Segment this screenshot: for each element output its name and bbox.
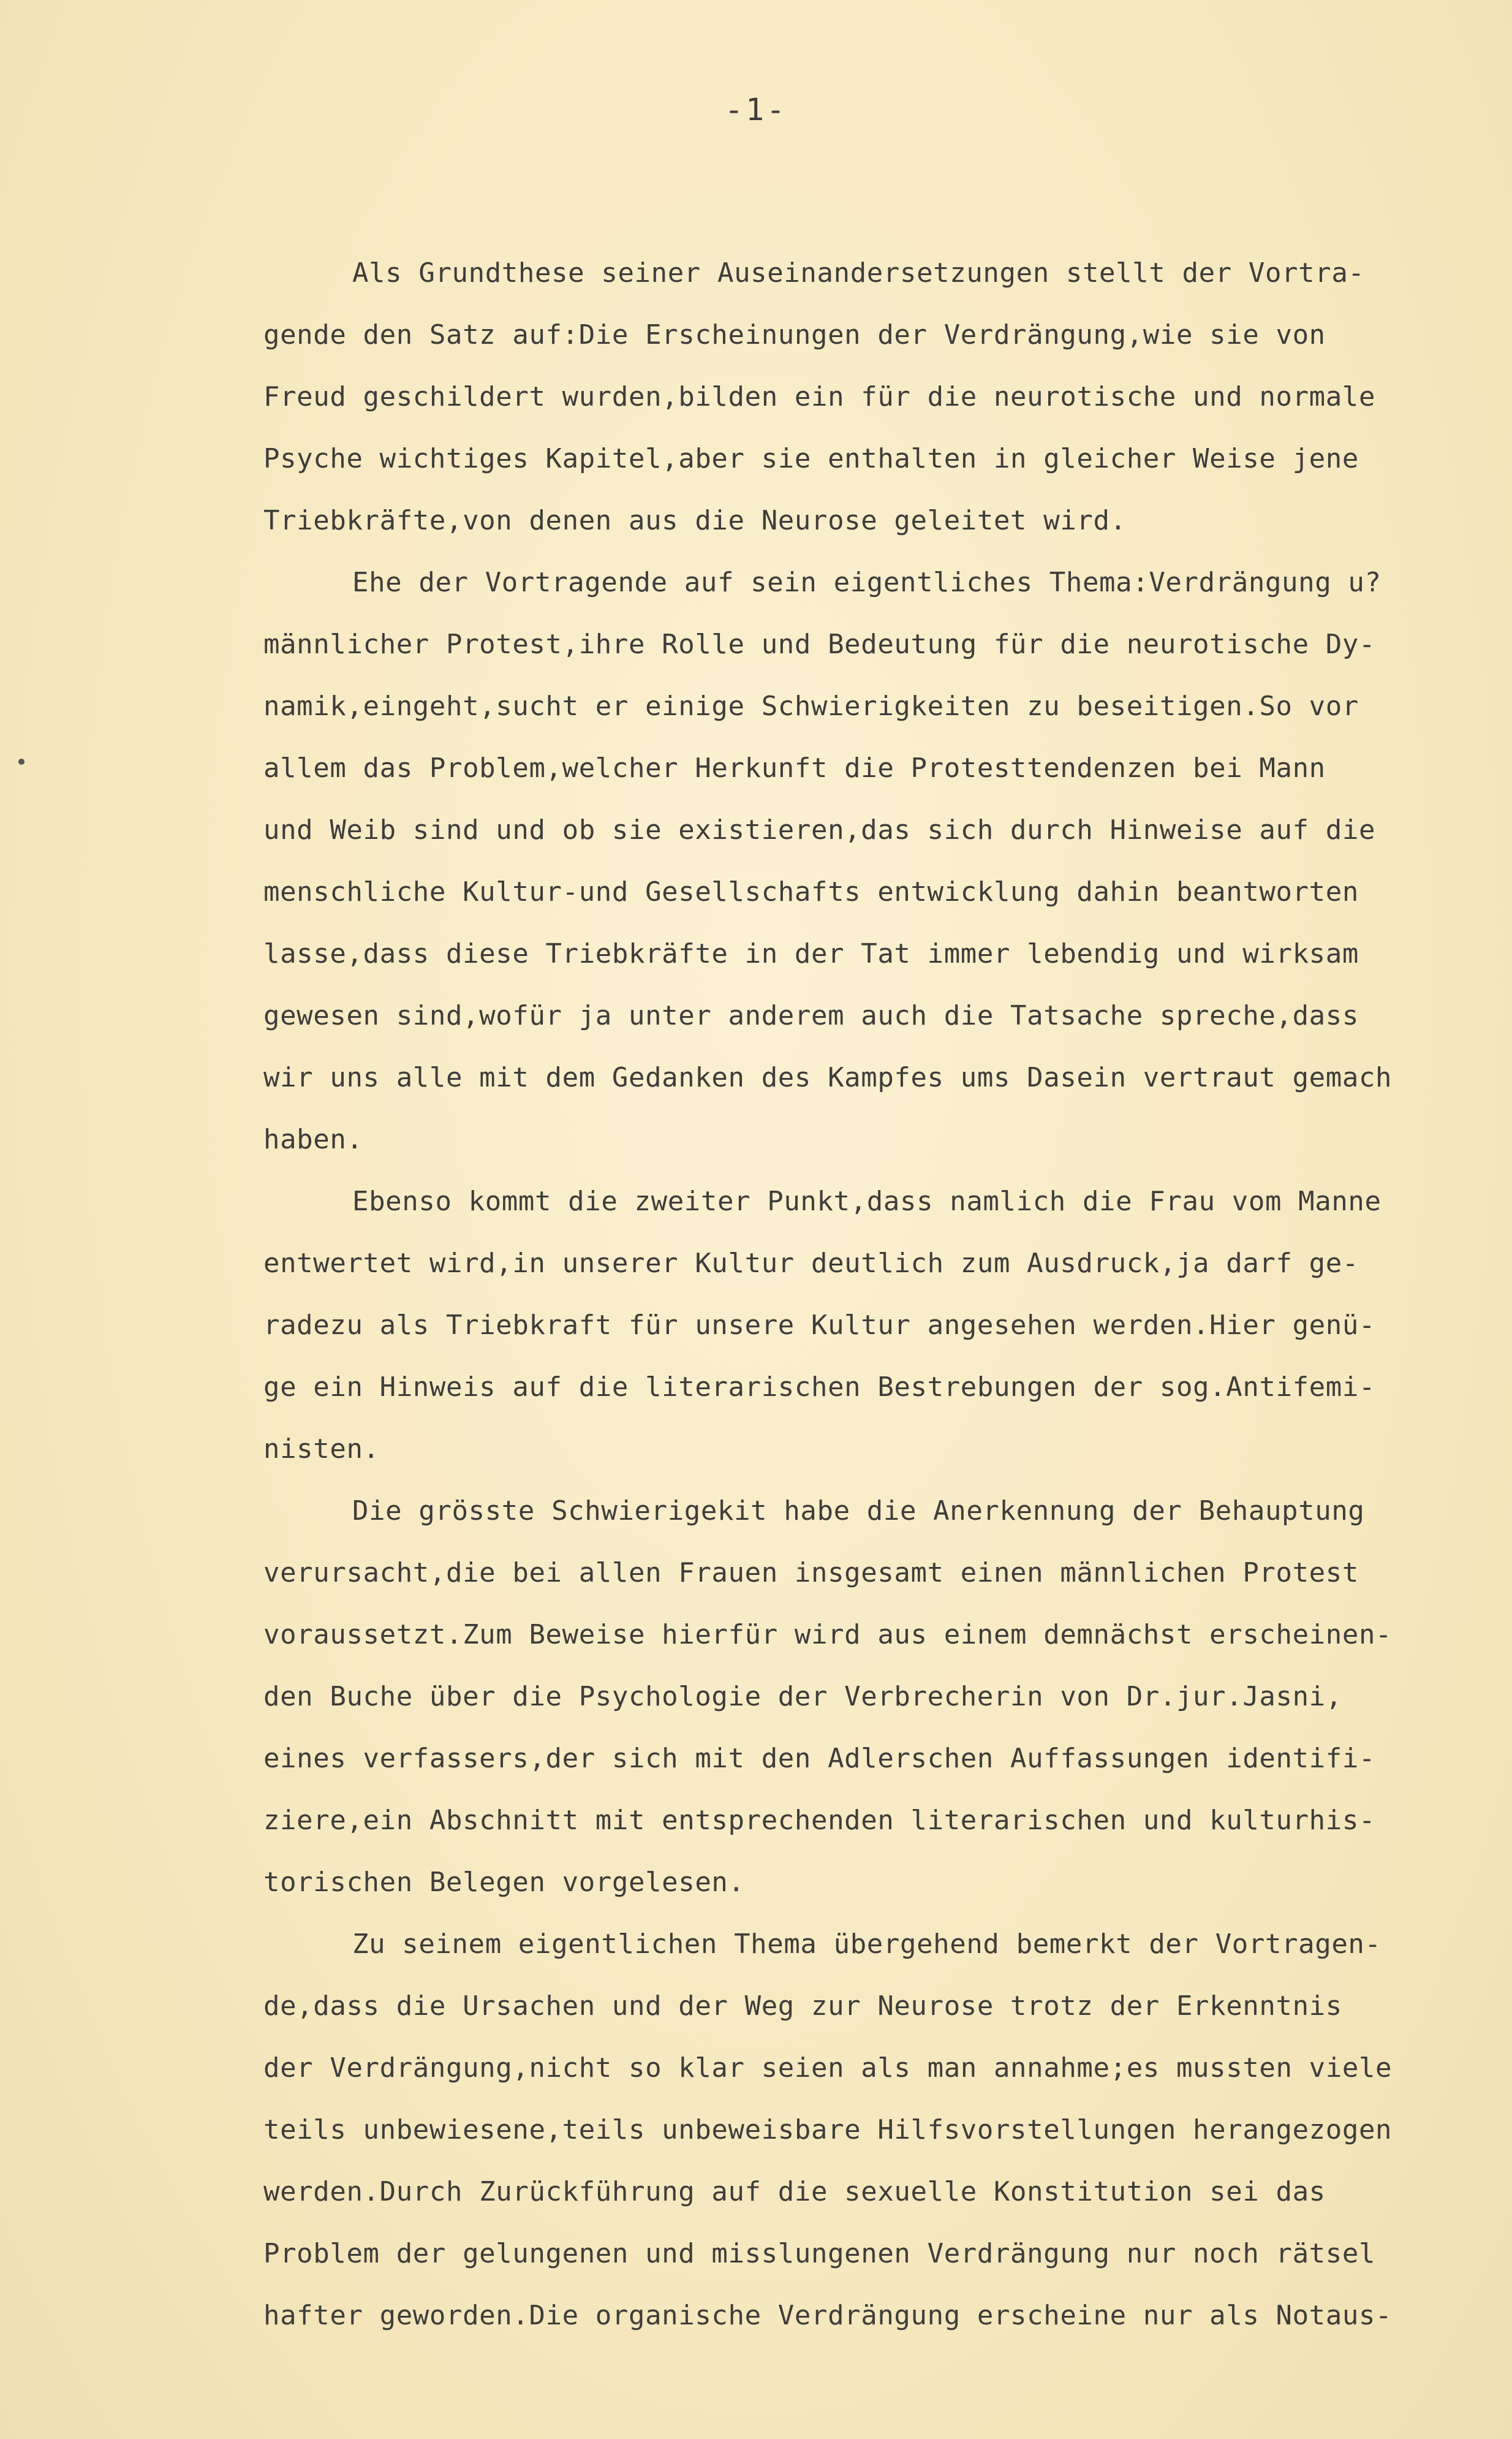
typed-text-body <box>263 242 1507 2346</box>
text-line: allem das Problem,welcher Herkunft die Protesttendenzen bei Mann <box>263 753 1326 784</box>
text-line: Ebenso kommt die zweiter Punkt,dass namlich die Frau vom Manne <box>352 1186 1382 1217</box>
text-line: werden.Durch Zurückführung auf die sexuelle Konstitution sei das <box>263 2176 1326 2207</box>
text-line: und Weib sind und ob sie existieren,das sich durch Hinweise auf die <box>263 814 1376 846</box>
text-line: Psyche wichtiges Kapitel,aber sie enthalten in gleicher Weise jene <box>263 443 1359 474</box>
text-line: Zu seinem eigentlichen Thema übergehend bemerkt der Vortragen- <box>352 1929 1382 1960</box>
text-line: Problem der gelungenen und misslungenen Verdrängung nur noch rätsel <box>263 2238 1376 2269</box>
text-line: Die grösste Schwierigekit habe die Anerkennung der Behauptung <box>352 1495 1365 1527</box>
text-line: ge ein Hinweis auf die literarischen Bestrebungen der sog.Antifemi- <box>263 1371 1376 1403</box>
page-number: -1- <box>724 92 788 127</box>
text-line: gende den Satz auf:Die Erscheinungen der Verdrängung,wie sie von <box>263 319 1326 351</box>
text-line: radezu als Triebkraft für unsere Kultur angesehen werden.Hier genü- <box>263 1310 1376 1341</box>
text-line: Als Grundthese seiner Auseinandersetzungen stellt der Vortra- <box>352 257 1365 289</box>
text-line: den Buche über die Psychologie der Verbrecherin von Dr.jur.Jasni, <box>263 1681 1342 1712</box>
text-line: eines verfassers,der sich mit den Adlerschen Auffassungen identifi- <box>263 1743 1376 1774</box>
text-line: der Verdrängung,nicht so klar seien als man annahme;es mussten viele <box>263 2052 1393 2084</box>
text-line: entwertet wird,in unserer Kultur deutlich zum Ausdruck,ja darf ge- <box>263 1248 1359 1279</box>
text-line: verursacht,die bei allen Frauen insgesamt einen männlichen Protest <box>263 1557 1359 1588</box>
text-line: de,dass die Ursachen und der Weg zur Neurose trotz der Erkenntnis <box>263 1990 1342 2022</box>
text-line: hafter geworden.Die organische Verdrängung erscheine nur als Notaus- <box>263 2300 1393 2331</box>
text-line: Freud geschildert wurden,bilden ein für die neurotische und normale <box>263 381 1376 412</box>
text-line: nisten. <box>263 1433 380 1465</box>
text-line: ziere,ein Abschnitt mit entsprechenden literarischen und kulturhis- <box>263 1805 1376 1836</box>
text-line: gewesen sind,wofür ja unter anderem auch die Tatsache spreche,dass <box>263 1000 1359 1031</box>
text-line: haben. <box>263 1124 363 1155</box>
text-line: männlicher Protest,ihre Rolle und Bedeutung für die neurotische Dy- <box>263 629 1376 660</box>
text-line: menschliche Kultur-und Gesellschafts entwicklung dahin beantworten <box>263 876 1359 908</box>
text-line: lasse,dass diese Triebkräfte in der Tat immer lebendig und wirksam <box>263 938 1359 969</box>
text-line: Ehe der Vortragende auf sein eigentliches Thema:Verdrängung u? <box>352 567 1382 598</box>
text-line: voraussetzt.Zum Beweise hierfür wird aus einem demnächst erscheinen- <box>263 1619 1393 1650</box>
text-line: torischen Belegen vorgelesen. <box>263 1867 745 1898</box>
text-line: namik,eingeht,sucht er einige Schwierigkeiten zu beseitigen.So vor <box>263 691 1359 722</box>
margin-dot <box>18 759 25 765</box>
text-line: wir uns alle mit dem Gedanken des Kampfes ums Dasein vertraut gemach <box>263 1062 1393 1093</box>
text-line: Triebkräfte,von denen aus die Neurose geleitet wird. <box>263 505 1127 536</box>
text-line: teils unbewiesene,teils unbeweisbare Hilfsvorstellungen herangezogen <box>263 2114 1393 2145</box>
